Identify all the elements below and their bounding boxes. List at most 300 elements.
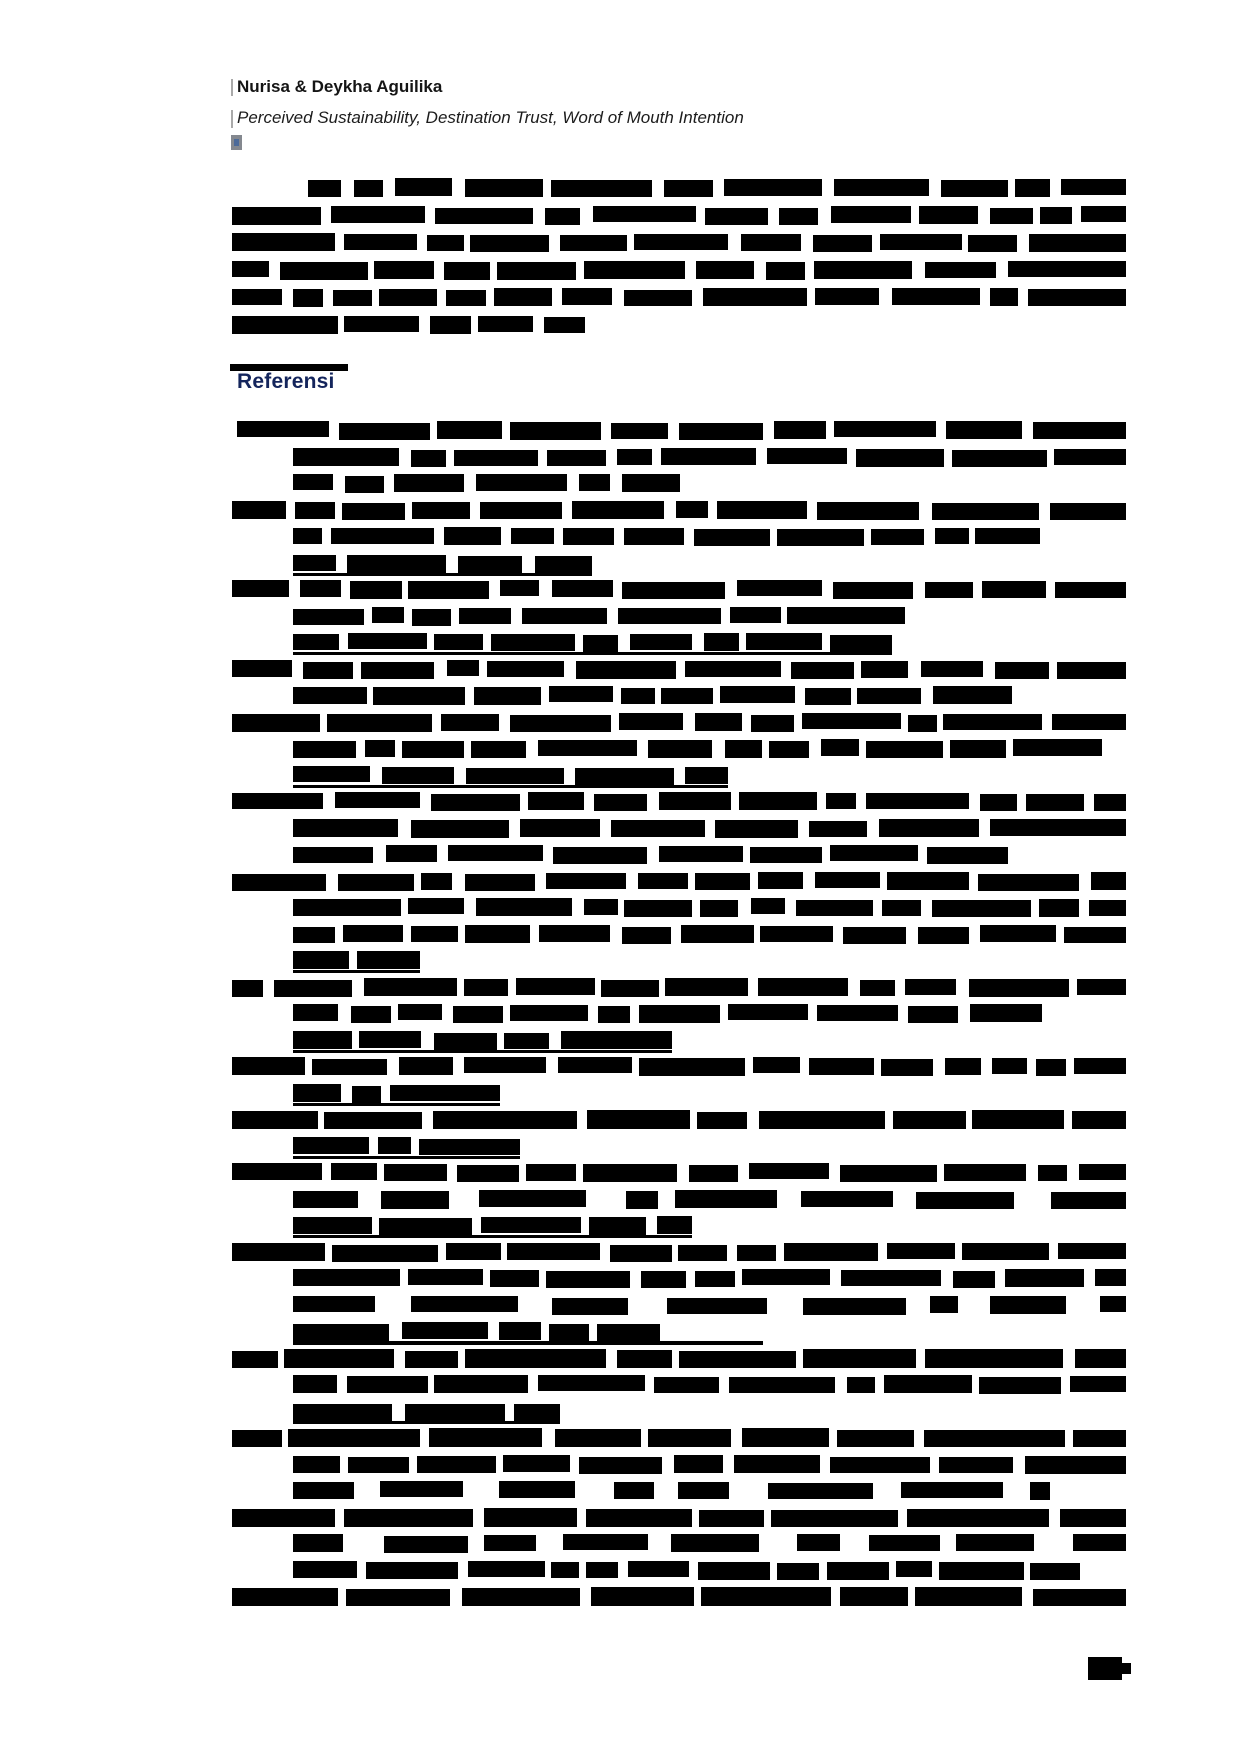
redaction-word [490, 1270, 539, 1287]
redaction-word [834, 421, 936, 437]
redaction-word [481, 1217, 581, 1233]
redaction-word [552, 1298, 628, 1315]
redaction-word [293, 1191, 358, 1208]
redaction-word [749, 1163, 829, 1179]
redaction-word [549, 686, 613, 702]
redaction-word [622, 927, 671, 944]
redaction-word [465, 925, 530, 943]
redaction-word [535, 556, 592, 573]
redaction-word [232, 874, 326, 891]
redaction-word [504, 1033, 549, 1049]
redaction-word [803, 1349, 916, 1368]
redaction-word [546, 873, 626, 889]
redaction-word [232, 1243, 325, 1261]
redaction-word [982, 581, 1046, 598]
redaction-bar-line [232, 659, 1126, 679]
redaction-word [284, 1349, 394, 1368]
redaction-word [813, 235, 872, 252]
redaction-word [293, 1561, 357, 1578]
redaction-word [365, 740, 395, 757]
redaction-word [1054, 449, 1126, 465]
redaction-word [837, 1430, 914, 1447]
redaction-word [346, 1589, 450, 1606]
redaction-word [474, 687, 541, 705]
redaction-word [611, 423, 668, 439]
redaction-word [1091, 872, 1126, 890]
redaction-word [399, 1057, 453, 1075]
change-bar [231, 110, 233, 128]
redaction-word [379, 1218, 472, 1236]
redaction-word [562, 288, 612, 305]
redaction-word [470, 235, 549, 252]
redaction-word [817, 1005, 898, 1021]
redaction-word [494, 288, 552, 306]
redaction-word [448, 845, 543, 861]
redaction-word [544, 317, 585, 333]
redaction-word [801, 1191, 893, 1207]
redaction-word [638, 873, 688, 889]
redaction-word [1061, 179, 1126, 195]
redaction-word [1064, 927, 1126, 943]
redaction-word [354, 180, 383, 197]
redaction-bar-line [293, 632, 892, 655]
redaction-word [327, 714, 432, 732]
redaction-word [293, 687, 367, 704]
redaction-word [753, 1057, 800, 1073]
redaction-word [905, 979, 956, 995]
redaction-word [511, 528, 554, 544]
redaction-word [1036, 1059, 1066, 1076]
redaction-word [952, 450, 1047, 467]
redaction-word [1029, 234, 1126, 252]
redaction-word [232, 1057, 305, 1075]
redaction-word [933, 686, 1012, 704]
redaction-word [555, 1429, 641, 1447]
redaction-word [487, 661, 564, 677]
redaction-word [411, 450, 446, 467]
redaction-word [398, 1004, 442, 1020]
redaction-word [978, 874, 1079, 891]
redaction-word [962, 1243, 1049, 1260]
redaction-word [944, 1164, 1026, 1181]
redaction-word [372, 607, 404, 623]
redaction-bar-line [232, 579, 1126, 599]
redaction-word [293, 1137, 369, 1154]
redaction-word [992, 1058, 1027, 1074]
redaction-word [827, 1562, 889, 1580]
redaction-word [1055, 582, 1126, 598]
redaction-word [939, 1457, 1013, 1473]
redaction-word [402, 1322, 488, 1339]
redaction-bar-line [293, 1215, 692, 1238]
redaction-word [1073, 1534, 1126, 1551]
redaction-bar-line [293, 1083, 500, 1106]
redaction-word [576, 661, 676, 679]
redaction-word [614, 1482, 654, 1499]
redaction-word [907, 1509, 1049, 1527]
redaction-word [826, 793, 856, 809]
redaction-word [293, 766, 370, 782]
redaction-word [1051, 1192, 1126, 1209]
redaction-word [694, 529, 770, 546]
redaction-word [979, 1377, 1061, 1394]
redaction-word [815, 872, 880, 888]
redaction-word [791, 662, 854, 679]
redaction-bar-line [232, 1162, 1126, 1182]
redaction-word [293, 555, 336, 571]
redaction-word [950, 740, 1006, 758]
redaction-word [941, 180, 1008, 197]
redaction-word [293, 634, 339, 650]
redaction-word [293, 1084, 341, 1102]
redaction-word [380, 1481, 463, 1497]
redaction-bar-line [232, 1056, 1126, 1076]
redaction-word [833, 582, 913, 599]
redaction-word [361, 662, 434, 679]
redaction-word [560, 235, 627, 251]
redaction-word [500, 580, 539, 596]
redaction-word [990, 208, 1033, 224]
paragraph-marker-glyph [234, 139, 239, 146]
redaction-word [980, 925, 1056, 942]
redaction-word [288, 1429, 420, 1447]
redaction-word [689, 1165, 738, 1182]
redaction-word [802, 713, 901, 729]
redaction-word [659, 846, 743, 862]
redaction-bar-line [293, 1533, 1126, 1553]
redaction-word [395, 178, 452, 196]
redaction-word [394, 474, 464, 492]
redaction-word [698, 1562, 770, 1580]
redaction-word [364, 978, 457, 996]
redaction-word [293, 1031, 352, 1049]
redaction-word [232, 660, 292, 677]
redaction-word [681, 925, 754, 943]
redaction-word [901, 1482, 1003, 1498]
redaction-word [335, 792, 420, 808]
redaction-word [412, 502, 470, 519]
redaction-word [232, 1351, 278, 1368]
redaction-word [434, 1375, 528, 1393]
redaction-word [975, 528, 1040, 544]
redaction-word [1057, 662, 1126, 679]
redaction-word [622, 582, 725, 599]
redaction-word [237, 421, 329, 437]
redaction-word [347, 1376, 428, 1393]
redaction-word [538, 740, 637, 756]
redaction-word [295, 502, 335, 519]
redaction-word [348, 633, 427, 649]
redaction-word [626, 1191, 658, 1209]
redaction-word [621, 688, 655, 704]
redaction-word [685, 661, 781, 677]
redaction-word [1040, 207, 1072, 224]
redaction-bar-line [293, 1480, 1050, 1500]
references-heading: Referensi [237, 370, 335, 393]
redaction-word [516, 978, 595, 995]
redaction-word [331, 1163, 377, 1180]
redaction-word [861, 661, 908, 678]
redaction-word [471, 741, 526, 758]
redaction-word [589, 1217, 646, 1235]
redaction-bar-line [237, 420, 1126, 440]
redaction-word [648, 740, 712, 758]
redaction-word [359, 1031, 421, 1048]
redaction-word [528, 792, 584, 810]
redaction-word [968, 235, 1017, 252]
redaction-word [760, 926, 833, 942]
redaction-word [1081, 206, 1126, 222]
redaction-word [953, 1271, 995, 1288]
redaction-bar-line [232, 500, 1126, 520]
redaction-word [924, 1430, 1065, 1447]
redaction-word [421, 873, 452, 890]
redaction-word [332, 1245, 438, 1262]
redaction-word [419, 1139, 520, 1155]
redaction-word [930, 1296, 958, 1313]
redaction-word [734, 1455, 820, 1473]
redaction-word [510, 422, 601, 440]
redaction-word [882, 900, 921, 916]
redaction-word [499, 1322, 541, 1340]
redaction-word [232, 501, 286, 519]
redaction-word [925, 262, 996, 278]
redaction-word [1005, 1269, 1084, 1287]
redaction-word [1039, 899, 1079, 917]
redaction-bar-line [293, 844, 1008, 864]
redaction-word [478, 316, 533, 332]
redaction-word [777, 1563, 819, 1580]
redaction-word [366, 1562, 458, 1579]
redaction-word [503, 1455, 570, 1472]
redaction-bar-line [293, 738, 1102, 758]
redaction-word [293, 741, 356, 758]
redaction-word [598, 1006, 630, 1023]
redaction-word [821, 739, 859, 756]
redaction-bar-line [293, 765, 728, 788]
redaction-bar-line [293, 685, 1012, 705]
redaction-word [484, 1535, 536, 1551]
redaction-word [584, 899, 618, 915]
redaction-word [293, 609, 364, 625]
header-title-line: Perceived Sustainability, Destination Trust, Word of Mouth Intention [237, 108, 744, 127]
redaction-bar-line [232, 977, 1126, 997]
redaction-word [232, 261, 269, 277]
redaction-word [572, 501, 664, 519]
redaction-bar-line [293, 950, 420, 973]
redaction-word [232, 1163, 322, 1180]
redaction-word [1033, 422, 1126, 439]
redaction-word [408, 1269, 483, 1285]
redaction-bar-line [232, 1427, 1126, 1447]
redaction-word [879, 819, 979, 837]
redaction-word [685, 767, 728, 784]
redaction-bar-line [232, 287, 1126, 307]
redaction-word [679, 423, 763, 440]
redaction-word [408, 581, 489, 599]
redaction-bar-line [308, 177, 1126, 197]
redaction-word [583, 1164, 677, 1182]
redaction-bar-line [232, 1507, 1126, 1527]
redaction-word [308, 180, 341, 197]
redaction-word [624, 900, 692, 917]
redaction-word [896, 1561, 932, 1577]
redaction-word [980, 794, 1017, 811]
redaction-word [510, 1005, 588, 1021]
redaction-word [617, 1350, 672, 1368]
redaction-word [545, 208, 580, 225]
redaction-word [671, 1534, 759, 1552]
redaction-word [479, 1190, 586, 1207]
redaction-bar-line [232, 871, 1126, 891]
redaction-word [1074, 1058, 1126, 1074]
redaction-word [331, 528, 434, 544]
redaction-word [1070, 1376, 1126, 1392]
redaction-word [232, 580, 289, 597]
redaction-word [453, 1006, 503, 1023]
redaction-bar-line [232, 315, 585, 335]
redaction-word [784, 1243, 878, 1261]
redaction-word [350, 581, 402, 599]
redaction-word [344, 1509, 473, 1527]
redaction-word [378, 1137, 411, 1154]
redaction-word [312, 1059, 387, 1075]
redaction-word [408, 898, 464, 914]
redaction-bar-line [232, 1586, 1126, 1606]
redaction-word [699, 1510, 764, 1527]
redaction-word [1079, 1164, 1126, 1180]
redaction-word [274, 980, 352, 997]
redaction-word [724, 179, 822, 196]
redaction-bar-line [293, 553, 592, 576]
redaction-word [411, 820, 509, 838]
redaction-word [624, 528, 684, 545]
redaction-word [805, 688, 851, 705]
redaction-word [1015, 179, 1050, 197]
redaction-word [834, 179, 929, 196]
redaction-word [597, 1324, 660, 1341]
redaction-word [303, 662, 353, 679]
redaction-bar-line [232, 1109, 1126, 1129]
redaction-word [373, 687, 465, 705]
redaction-word [739, 792, 817, 810]
redaction-word [814, 261, 912, 279]
redaction-word [742, 1428, 829, 1447]
redaction-word [696, 261, 754, 279]
redaction-word [619, 713, 683, 730]
redaction-word [830, 635, 892, 652]
redaction-word [831, 206, 911, 223]
redaction-word [787, 607, 905, 624]
redaction-word [728, 1004, 808, 1020]
redaction-word [339, 423, 430, 440]
redaction-word [970, 1004, 1042, 1022]
redaction-word [1033, 1589, 1126, 1606]
redaction-word [232, 316, 338, 334]
redaction-word [324, 1112, 422, 1129]
redaction-bar-line [293, 473, 680, 493]
redaction-word [695, 1271, 735, 1287]
redaction-word [232, 714, 320, 732]
redaction-word [561, 1031, 672, 1049]
redaction-word [434, 634, 483, 650]
redaction-word [491, 634, 575, 651]
redaction-word [552, 580, 613, 597]
redaction-word [887, 1243, 955, 1259]
redaction-word [916, 1192, 1014, 1209]
redaction-word [1094, 794, 1126, 811]
redaction-word [293, 1004, 338, 1021]
redaction-word [935, 528, 969, 544]
redaction-word [1050, 503, 1126, 520]
redaction-word [932, 503, 1039, 520]
redaction-word [664, 180, 713, 197]
redaction-word [659, 792, 731, 810]
redaction-word [1058, 1243, 1126, 1259]
redaction-word [293, 1534, 343, 1552]
redaction-word [661, 688, 713, 704]
redaction-bar-line [232, 712, 1126, 732]
redaction-bar-line [293, 1374, 1126, 1394]
redaction-word [293, 474, 333, 490]
redaction-word [654, 1377, 719, 1393]
redaction-word [866, 793, 969, 809]
redaction-word [871, 529, 924, 545]
redaction-word [458, 556, 522, 573]
redaction-word [293, 289, 323, 307]
redaction-word [1060, 1509, 1126, 1527]
redaction-word [611, 820, 705, 837]
redaction-word [579, 1457, 662, 1474]
redaction-word [641, 1271, 686, 1288]
redaction-word [630, 634, 692, 650]
redaction-word [547, 450, 606, 466]
redaction-word [462, 1588, 580, 1606]
redaction-bar-line [293, 897, 1126, 917]
redaction-word [667, 1298, 767, 1314]
redaction-word [759, 1111, 885, 1129]
redaction-word [705, 208, 768, 225]
redaction-word [893, 1111, 966, 1129]
redaction-word [435, 208, 533, 224]
redaction-word [484, 1508, 577, 1527]
redaction-word [1030, 1563, 1080, 1580]
redaction-word [697, 1112, 747, 1129]
redaction-word [648, 1429, 731, 1447]
redaction-word [293, 1456, 340, 1473]
redaction-word [232, 233, 335, 251]
redaction-word [639, 1058, 745, 1076]
redaction-word [584, 261, 685, 279]
redaction-word [444, 527, 501, 545]
redaction-word [384, 1164, 447, 1181]
redaction-word [293, 1217, 372, 1234]
redaction-bar-line [293, 818, 1126, 838]
redaction-word [628, 1561, 689, 1577]
redaction-word [293, 927, 335, 943]
redaction-word [809, 1058, 874, 1075]
redaction-bar-line [232, 232, 1126, 252]
redaction-word [430, 316, 471, 334]
redaction-word [857, 688, 921, 704]
header-author-line: Nurisa & Deykha Aguilika [237, 77, 443, 96]
redaction-word [345, 476, 384, 493]
redaction-word [499, 1481, 575, 1498]
redaction-word [293, 819, 398, 837]
redaction-bar-line [293, 1454, 1126, 1474]
redaction-word [558, 1057, 632, 1073]
redaction-word [908, 1006, 958, 1023]
